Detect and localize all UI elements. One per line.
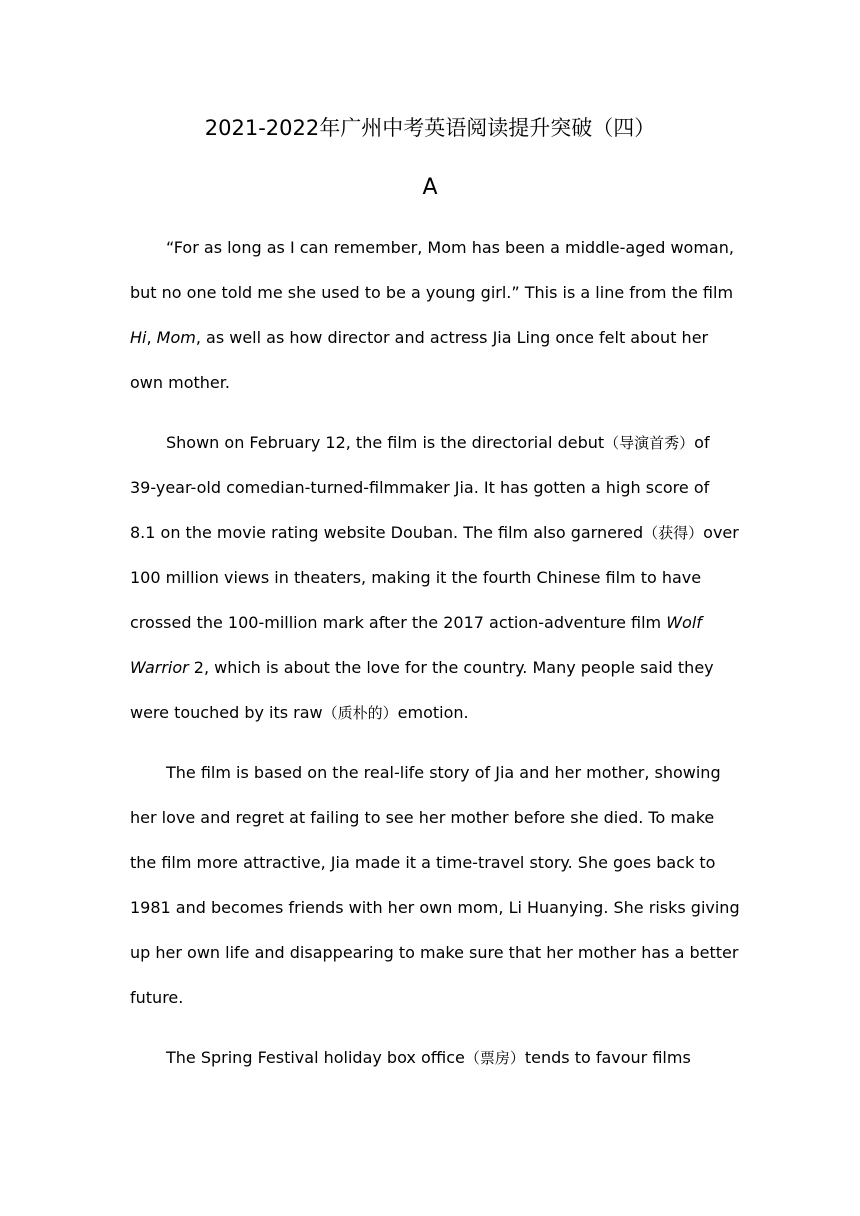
- text-line: 100 million views in theaters, making it the fourth Chinese film to have: [130, 568, 702, 587]
- text-line: 1981 and becomes friends with her own mom, Li Huanying. She risks giving: [130, 898, 740, 917]
- chinese-gloss: （获得）: [643, 524, 704, 542]
- film-title: Wolf: [666, 613, 702, 632]
- section-heading: A: [422, 175, 438, 200]
- paragraph-3: [130, 750, 740, 1020]
- paragraph-4: [130, 1035, 740, 1080]
- text-line: [130, 690, 740, 735]
- text-segment: , as well as how director and actress Jia Ling once felt about her: [195, 328, 709, 347]
- paragraph-2: [130, 420, 740, 735]
- chinese-gloss: （质朴的）: [322, 704, 398, 722]
- text-segment: of: [694, 433, 710, 452]
- text-line: [130, 600, 740, 645]
- text-segment: ,: [146, 328, 157, 347]
- text-segment: 8.1 on the movie rating website Douban. The film also garnered: [130, 523, 644, 542]
- text-segment: 2, which is about the love for the country. Many people said they: [188, 658, 714, 677]
- text-line: The film is based on the real-life story of Jia and her mother, showing: [166, 763, 721, 782]
- text-line: “For as long as I can remember, Mom has been a middle-aged woman,: [166, 238, 734, 257]
- text-line: up her own life and disappearing to make sure that her mother has a better: [130, 943, 739, 962]
- text-line: own mother.: [130, 373, 230, 392]
- film-title: Mom: [156, 328, 196, 347]
- text-line: [130, 1035, 740, 1080]
- text-line: the film more attractive, Jia made it a time-travel story. She goes back to: [130, 853, 716, 872]
- text-segment: crossed the 100-million mark after the 2017 action-adventure film: [130, 613, 667, 632]
- text-line: [130, 645, 740, 690]
- text-line: [130, 420, 740, 465]
- film-title: Hi: [130, 328, 147, 347]
- text-line: her love and regret at failing to see her mother before she died. To make: [130, 808, 715, 827]
- text-segment: Shown on February 12, the film is the directorial debut: [166, 433, 605, 452]
- text-segment: were touched by its raw: [130, 703, 323, 722]
- paragraph-1: [130, 225, 740, 405]
- text-segment: The Spring Festival holiday box office: [166, 1048, 465, 1067]
- text-line: but no one told me she used to be a young girl.” This is a line from the film: [130, 283, 734, 302]
- text-line: future.: [130, 988, 184, 1007]
- film-title: Warrior: [130, 658, 189, 677]
- text-line: [130, 510, 740, 555]
- chinese-gloss: （导演首秀）: [604, 434, 695, 452]
- text-segment: over: [703, 523, 739, 542]
- text-line: [130, 315, 740, 360]
- text-segment: emotion.: [397, 703, 469, 722]
- document-title: 2021-2022年广州中考英语阅读提升突破（四）: [204, 116, 656, 140]
- text-segment: tends to favour films: [524, 1048, 691, 1067]
- article-body: [130, 225, 740, 1080]
- text-line: 39-year-old comedian-turned-filmmaker Jia. It has gotten a high score of: [130, 478, 710, 497]
- chinese-gloss: （票房）: [464, 1049, 525, 1067]
